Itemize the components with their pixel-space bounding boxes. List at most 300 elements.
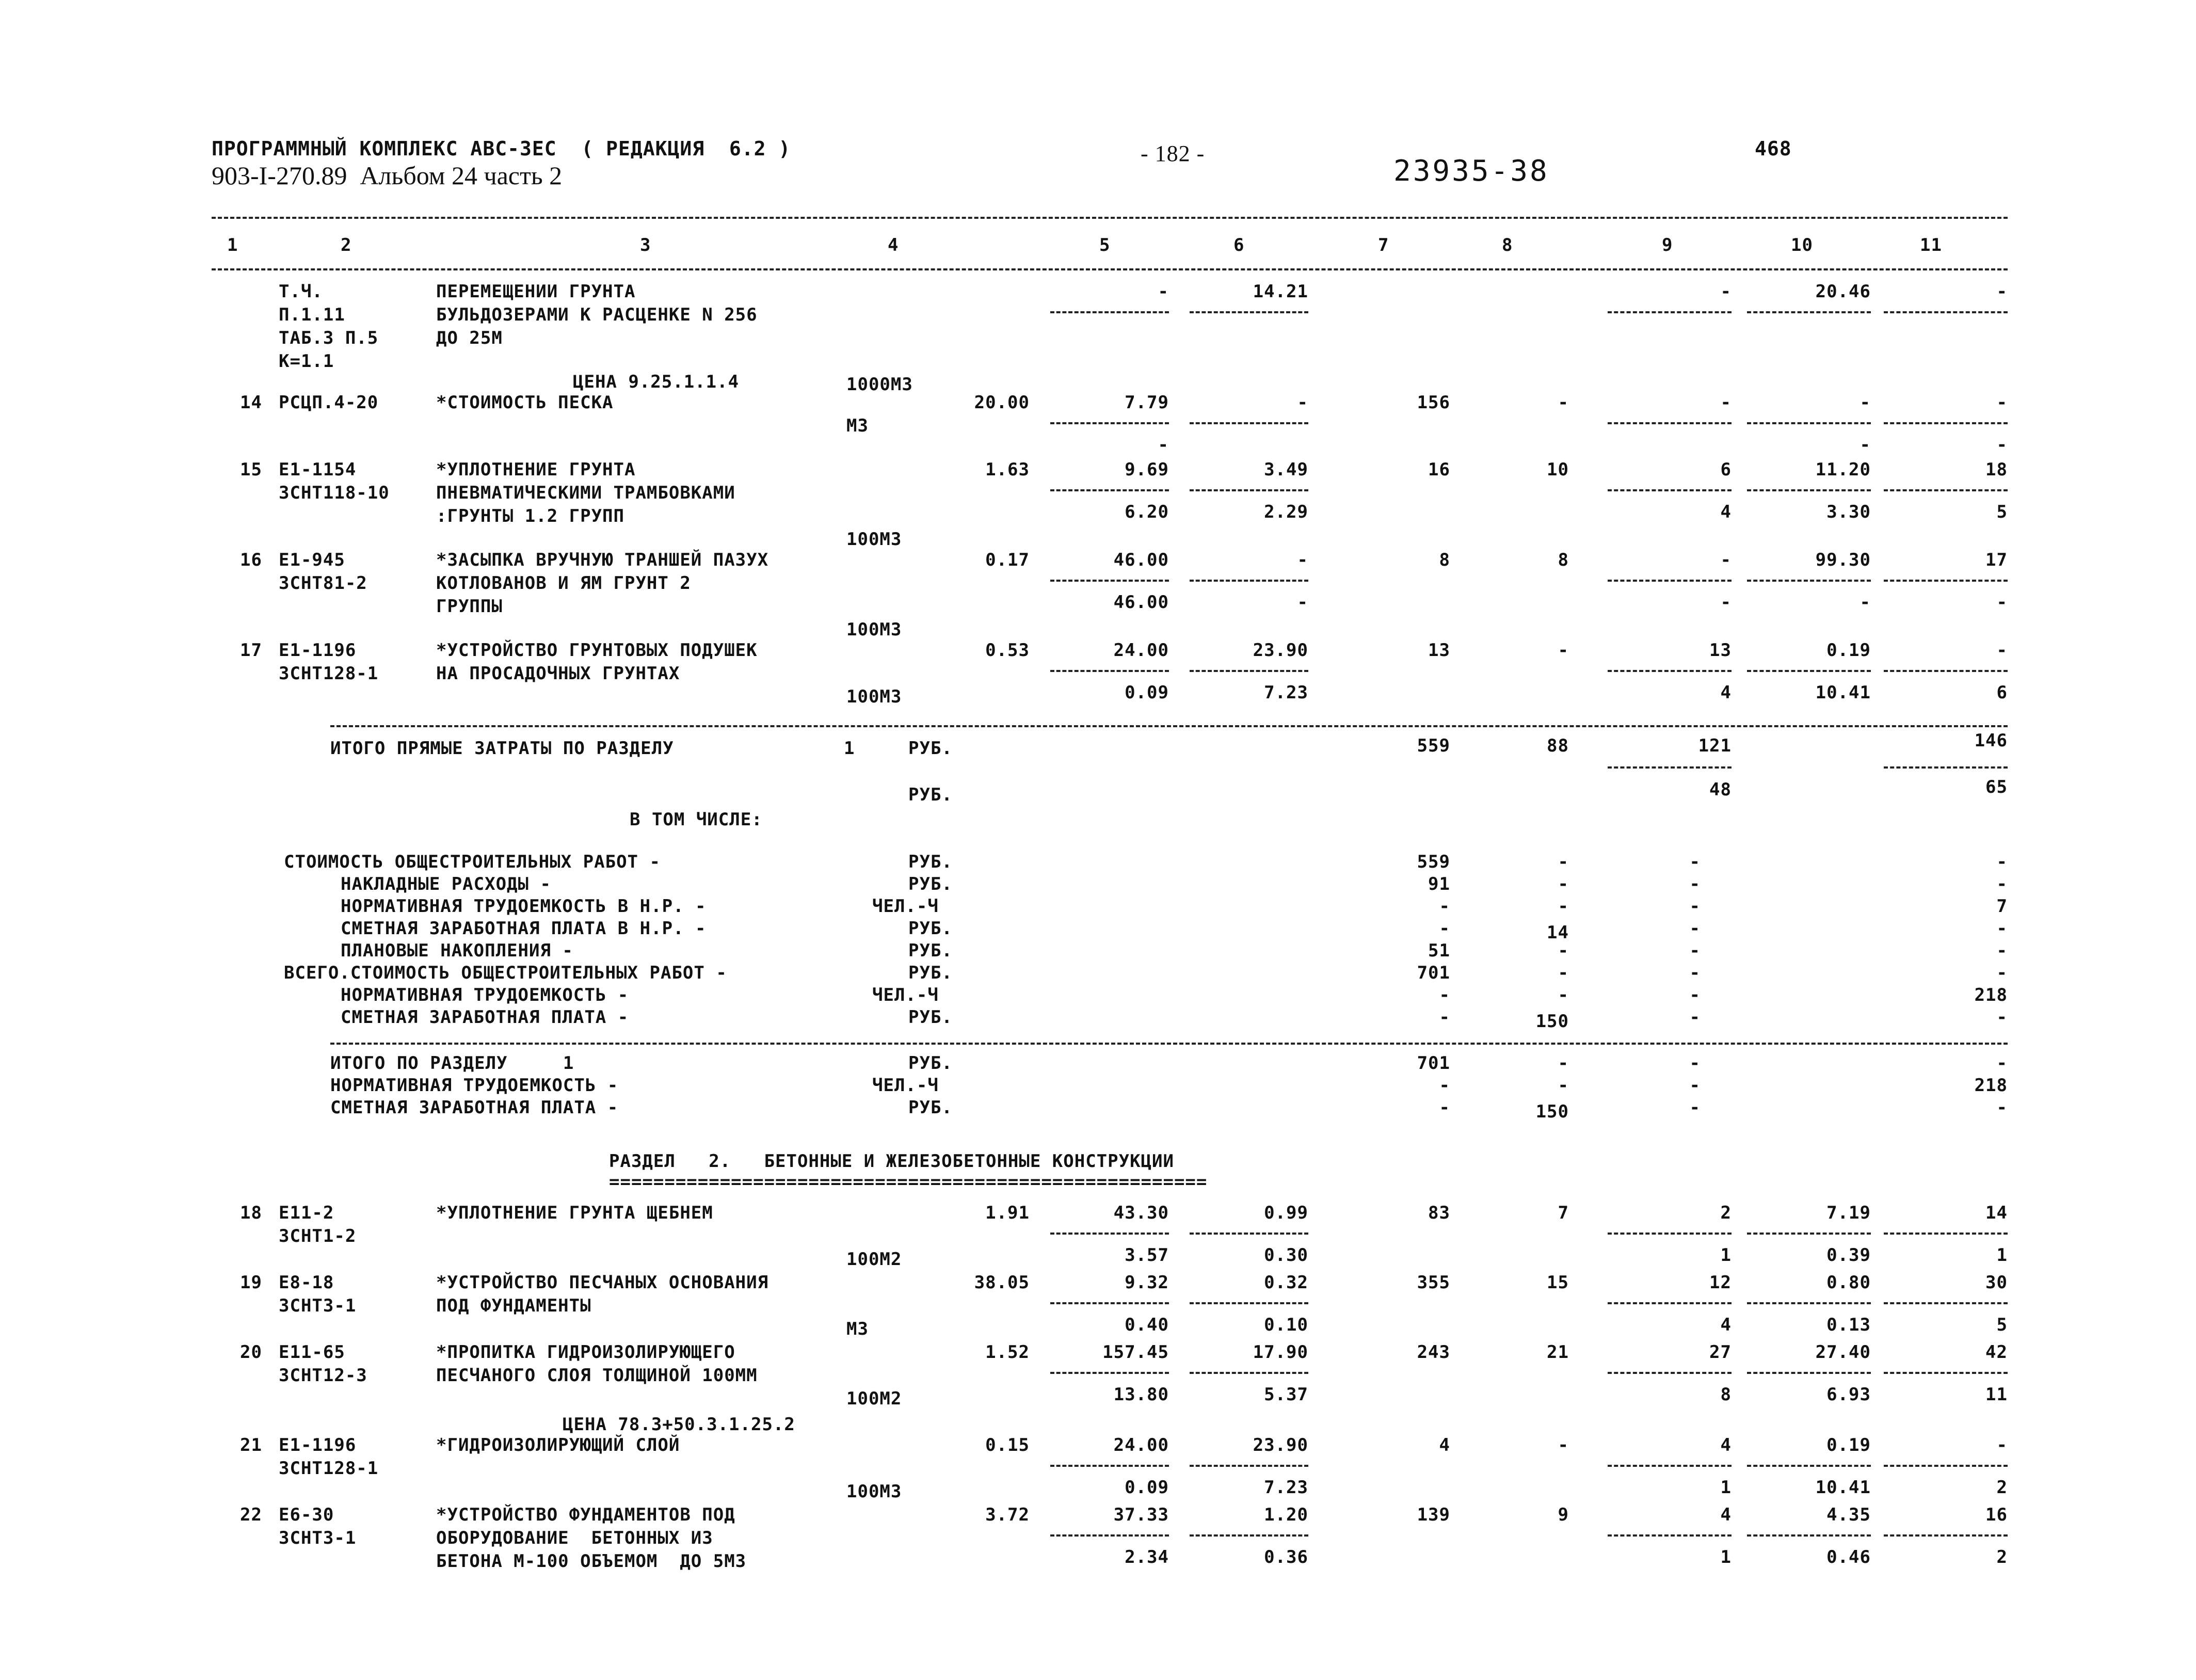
- c5a-value: 24.00: [1113, 640, 1169, 661]
- c11a-value: 30: [1985, 1272, 2008, 1293]
- cell-divider: [1190, 670, 1308, 672]
- c6a-value: 23.90: [1253, 640, 1308, 661]
- breakdown-col11: 7: [1996, 896, 2008, 917]
- including-label: В ТОМ ЧИСЛЕ:: [630, 809, 763, 830]
- breakdown-label: СТОИМОСТЬ ОБЩЕСТРОИТЕЛЬНЫХ РАБОТ -: [284, 852, 661, 872]
- breakdown-col9: -: [1689, 896, 1701, 917]
- c11b-value: 5: [1996, 502, 2008, 522]
- cell-divider: [1608, 1372, 1732, 1374]
- row-description: ПЕРЕМЕЩЕНИИ ГРУНТА: [436, 281, 636, 302]
- cell-divider: [1747, 422, 1871, 424]
- row-description: :ГРУНТЫ 1.2 ГРУПП: [436, 506, 624, 526]
- c8-value: 9: [1558, 1505, 1569, 1525]
- c10b-value: 0.13: [1826, 1315, 1871, 1335]
- breakdown-unit: РУБ.: [908, 940, 953, 961]
- row-code: Е8-18: [279, 1272, 334, 1293]
- totals-col9: 121: [1698, 735, 1732, 756]
- breakdown-label: ПЛАНОВЫЕ НАКОПЛЕНИЯ -: [341, 940, 573, 961]
- section-2-underline: ======================================================: [609, 1172, 1208, 1192]
- c6a-value: 17.90: [1253, 1342, 1308, 1363]
- breakdown-col11: -: [1996, 874, 2008, 894]
- row-unit: 1000М3: [846, 374, 913, 395]
- breakdown-label: СМЕТНАЯ ЗАРАБОТНАЯ ПЛАТА В Н.Р. -: [341, 918, 707, 939]
- row-number: 22: [240, 1505, 262, 1525]
- cell-divider: [1190, 1233, 1308, 1235]
- cell-divider: [1190, 1534, 1308, 1537]
- breakdown-col8: -: [1558, 896, 1569, 917]
- cell-divider: [1608, 1465, 1732, 1467]
- cell-divider: [1884, 1372, 2008, 1374]
- album-line: 903-I-270.89 Альбом 24 часть 2: [212, 161, 563, 190]
- c5a-value: 9.32: [1125, 1272, 1169, 1293]
- row-code: Е6-30: [279, 1505, 334, 1525]
- breakdown-label: НАКЛАДНЫЕ РАСХОДЫ -: [341, 874, 551, 894]
- cell-divider: [1050, 1534, 1169, 1537]
- cell-divider: [1884, 422, 2008, 424]
- row-code: Е1-1154: [279, 459, 357, 480]
- c5a-value: 37.33: [1113, 1505, 1169, 1525]
- section-totals-rule: [330, 1043, 2008, 1045]
- c11b-value: 2: [1996, 1547, 2008, 1567]
- c5b-value: 0.09: [1125, 1477, 1169, 1498]
- c5a-value: 24.00: [1113, 1435, 1169, 1455]
- breakdown-col8: -: [1558, 940, 1569, 961]
- totals-col11: 146: [1974, 730, 2008, 751]
- c11b-value: 11: [1985, 1384, 2008, 1405]
- cell-divider: [1050, 1465, 1169, 1467]
- cell-divider: [1190, 422, 1308, 424]
- breakdown-col8: 14: [1547, 922, 1569, 943]
- totals-unit: РУБ.: [908, 738, 953, 759]
- c6a-value: 23.90: [1253, 1435, 1308, 1455]
- breakdown-col7: 51: [1428, 940, 1450, 961]
- c9b-value: 1: [1720, 1547, 1732, 1567]
- c5a-value: 46.00: [1113, 550, 1169, 570]
- row-number: 14: [240, 392, 262, 413]
- column-header: 5: [1099, 235, 1111, 255]
- section-total-col7: 701: [1417, 1053, 1450, 1074]
- breakdown-col9: -: [1689, 918, 1701, 939]
- section-2-title: РАЗДЕЛ 2. БЕТОННЫЕ И ЖЕЛЕЗОБЕТОННЫЕ КОНСТРУКЦИИ: [609, 1151, 1174, 1172]
- cell-divider: [1608, 580, 1732, 582]
- c6a-value: 3.49: [1264, 459, 1308, 480]
- c6a-value: 1.20: [1264, 1505, 1308, 1525]
- cell-divider: [1884, 1302, 2008, 1304]
- cell-divider: [1050, 422, 1169, 424]
- row-code: Е1-1196: [279, 640, 357, 661]
- column-header: 8: [1502, 235, 1513, 255]
- cell-divider: [1747, 580, 1871, 582]
- row-description: *УСТРОЙСТВО ФУНДАМЕНТОВ ПОД: [436, 1505, 735, 1525]
- c11b-value: 6: [1996, 682, 2008, 703]
- c6b-value: 0.30: [1264, 1245, 1308, 1266]
- cell-divider: [1050, 1372, 1169, 1374]
- cell-divider: [1050, 1302, 1169, 1304]
- breakdown-col8: -: [1558, 963, 1569, 983]
- breakdown-col11: -: [1996, 963, 2008, 983]
- c6a-value: -: [1297, 550, 1308, 570]
- col4-value: 38.05: [974, 1272, 1030, 1293]
- c8-value: -: [1558, 392, 1569, 413]
- row-description: *УПЛОТНЕНИЕ ГРУНТА ЩЕБНЕМ: [436, 1203, 713, 1223]
- row-description: БЕТОНА М-100 ОБЪЕМОМ ДО 5М3: [436, 1551, 747, 1572]
- breakdown-label: НОРМАТИВНАЯ ТРУДОЕМКОСТЬ В Н.Р. -: [341, 896, 707, 917]
- c9a-value: 6: [1720, 459, 1732, 480]
- breakdown-col7: -: [1439, 918, 1450, 939]
- section-total-label: ИТОГО ПО РАЗДЕЛУ 1: [330, 1053, 574, 1074]
- column-header: 2: [341, 235, 352, 255]
- page-number: - 182 -: [1141, 141, 1205, 166]
- cell-divider: [1190, 311, 1308, 313]
- c10b-value: -: [1860, 435, 1871, 455]
- price-note: ЦЕНА 78.3+50.3.1.25.2: [563, 1414, 795, 1435]
- c5b-value: 3.57: [1125, 1245, 1169, 1266]
- cell-divider: [1747, 1534, 1871, 1537]
- cell-divider: [1050, 1233, 1169, 1235]
- row-number: 16: [240, 550, 262, 570]
- breakdown-col7: 559: [1417, 852, 1450, 872]
- c11a-value: 17: [1985, 550, 2008, 570]
- header-rule-bottom: [212, 268, 2008, 270]
- row-number: 18: [240, 1203, 262, 1223]
- col4-value: 20.00: [974, 392, 1030, 413]
- breakdown-unit: РУБ.: [908, 963, 953, 983]
- section-total-col9: -: [1689, 1053, 1701, 1074]
- cell-divider: [1747, 1372, 1871, 1374]
- row-unit: М3: [846, 1319, 869, 1339]
- row-description: ПОД ФУНДАМЕНТЫ: [436, 1295, 591, 1316]
- column-header: 4: [888, 235, 899, 255]
- c10b-value: 6.93: [1826, 1384, 1871, 1405]
- totals-col11b: 65: [1985, 777, 2008, 797]
- c11a-value: 16: [1985, 1505, 2008, 1525]
- row-description: ОБОРУДОВАНИЕ БЕТОННЫХ ИЗ: [436, 1528, 713, 1548]
- breakdown-unit: ЧЕЛ.-Ч: [872, 985, 939, 1005]
- breakdown-col7: -: [1439, 985, 1450, 1005]
- c6b-value: 7.23: [1264, 1477, 1308, 1498]
- c8-value: 7: [1558, 1203, 1569, 1223]
- totals-col9b: 48: [1709, 779, 1732, 800]
- column-header: 9: [1662, 235, 1673, 255]
- section-total-col8: 150: [1535, 1101, 1569, 1122]
- row-code: Е11-65: [279, 1342, 345, 1363]
- c5b-value: 13.80: [1113, 1384, 1169, 1405]
- c10a-value: 0.80: [1826, 1272, 1871, 1293]
- row-code: Е11-2: [279, 1203, 334, 1223]
- row-code: ЗСНТ3-1: [279, 1528, 357, 1548]
- c6a-value: 0.99: [1264, 1203, 1308, 1223]
- breakdown-label: НОРМАТИВНАЯ ТРУДОЕМКОСТЬ -: [341, 985, 629, 1005]
- c9a-value: 27: [1709, 1342, 1732, 1363]
- c9a-value: 2: [1720, 1203, 1732, 1223]
- totals-rule: [330, 725, 2008, 727]
- cell-divider: [1747, 670, 1871, 672]
- row-code: Е1-945: [279, 550, 345, 570]
- row-description: ДО 25М: [436, 328, 503, 348]
- col4-value: 1.63: [985, 459, 1030, 480]
- column-header: 7: [1378, 235, 1389, 255]
- cell-divider: [1190, 1372, 1308, 1374]
- c9a-value: 13: [1709, 640, 1732, 661]
- row-description: *УПЛОТНЕНИЕ ГРУНТА: [436, 459, 636, 480]
- c5b-value: 6.20: [1125, 502, 1169, 522]
- row-code: ЗСНТ1-2: [279, 1226, 357, 1246]
- breakdown-col7: -: [1439, 896, 1450, 917]
- row-description: НА ПРОСАДОЧНЫХ ГРУНТАХ: [436, 663, 680, 684]
- section-total-col11: -: [1996, 1053, 2008, 1074]
- c7-value: 243: [1417, 1342, 1450, 1363]
- row-code: РСЦП.4-20: [279, 392, 379, 413]
- c8-value: -: [1558, 1435, 1569, 1455]
- c6b-value: 5.37: [1264, 1384, 1308, 1405]
- c10a-value: 20.46: [1815, 281, 1871, 302]
- cell-divider: [1884, 489, 2008, 491]
- c10a-value: 11.20: [1815, 459, 1871, 480]
- cell-divider: [1190, 1465, 1308, 1467]
- column-header: 3: [640, 235, 651, 255]
- cell-divider: [1747, 311, 1871, 313]
- row-description: ПЕСЧАНОГО СЛОЯ ТОЛЩИНОЙ 100ММ: [436, 1365, 758, 1386]
- breakdown-col9: -: [1689, 985, 1701, 1005]
- cell-divider: [1190, 489, 1308, 491]
- section-total-col8: -: [1558, 1075, 1569, 1096]
- c11a-value: -: [1996, 1435, 2008, 1455]
- c10b-value: 0.39: [1826, 1245, 1871, 1266]
- cell-divider: [1608, 1534, 1732, 1537]
- c9a-value: 4: [1720, 1435, 1732, 1455]
- c5a-value: 157.45: [1102, 1342, 1169, 1363]
- cell-divider: [1608, 489, 1732, 491]
- c6b-value: 0.10: [1264, 1315, 1308, 1335]
- section-total-col7: -: [1439, 1075, 1450, 1096]
- c5b-value: 0.09: [1125, 682, 1169, 703]
- c5b-value: -: [1158, 435, 1169, 455]
- cell-divider: [1050, 580, 1169, 582]
- section-total-col7: -: [1439, 1097, 1450, 1118]
- cell-divider: [1747, 1302, 1871, 1304]
- c10b-value: 0.46: [1826, 1547, 1871, 1567]
- section-total-unit: ЧЕЛ.-Ч: [872, 1075, 939, 1096]
- c10a-value: 4.35: [1826, 1505, 1871, 1525]
- totals-col7: 559: [1417, 735, 1450, 756]
- row-number: 15: [240, 459, 262, 480]
- breakdown-col8: -: [1558, 874, 1569, 894]
- c5b-value: 0.40: [1125, 1315, 1169, 1335]
- cell-divider: [1608, 1233, 1732, 1235]
- row-unit: 100М3: [846, 529, 902, 550]
- section-total-label: СМЕТНАЯ ЗАРАБОТНАЯ ПЛАТА -: [330, 1097, 619, 1118]
- c9b-value: 8: [1720, 1384, 1732, 1405]
- breakdown-col7: 701: [1417, 963, 1450, 983]
- c5b-value: 2.34: [1125, 1547, 1169, 1567]
- breakdown-unit: РУБ.: [908, 852, 953, 872]
- section-total-col11: 218: [1974, 1075, 2008, 1096]
- cell-divider: [1190, 580, 1308, 582]
- column-header: 6: [1233, 235, 1245, 255]
- breakdown-col9: -: [1689, 940, 1701, 961]
- row-unit: 100М2: [846, 1249, 902, 1270]
- row-unit: М3: [846, 415, 869, 436]
- row-unit: 100М2: [846, 1388, 902, 1409]
- c9b-value: -: [1720, 592, 1732, 613]
- col4-value: 0.17: [985, 550, 1030, 570]
- breakdown-col11: -: [1996, 1007, 2008, 1028]
- row-description: *ЗАСЫПКА ВРУЧНУЮ ТРАНШЕЙ ПАЗУХ: [436, 550, 769, 570]
- c8-value: 21: [1547, 1342, 1569, 1363]
- c5a-value: 7.79: [1125, 392, 1169, 413]
- breakdown-col11: 218: [1974, 985, 2008, 1005]
- breakdown-col8: -: [1558, 985, 1569, 1005]
- row-description: *ПРОПИТКА ГИДРОИЗОЛИРУЮЩЕГО: [436, 1342, 735, 1363]
- row-description: БУЛЬДОЗЕРАМИ К РАСЦЕНКЕ N 256: [436, 305, 758, 325]
- c9b-value: 1: [1720, 1477, 1732, 1498]
- cell-divider: [1884, 1534, 2008, 1537]
- row-description: ПНЕВМАТИЧЕСКИМИ ТРАМБОВКАМИ: [436, 483, 735, 503]
- row-description: *УСТРОЙСТВО ПЕСЧАНЫХ ОСНОВАНИЯ: [436, 1272, 769, 1293]
- cell-divider: [1190, 1302, 1308, 1304]
- c8-value: -: [1558, 640, 1569, 661]
- c11b-value: 1: [1996, 1245, 2008, 1266]
- breakdown-col11: -: [1996, 918, 2008, 939]
- row-code: ЗСНТ128-1: [279, 663, 379, 684]
- c7-value: 4: [1439, 1435, 1450, 1455]
- breakdown-col7: -: [1439, 1007, 1450, 1028]
- breakdown-unit: РУБ.: [908, 874, 953, 894]
- cell-divider: [1747, 1233, 1871, 1235]
- breakdown-col8: -: [1558, 852, 1569, 872]
- breakdown-unit: РУБ.: [908, 1007, 953, 1028]
- breakdown-col7: 91: [1428, 874, 1450, 894]
- header-rule-top: [212, 217, 2008, 219]
- col4-value: 3.72: [985, 1505, 1030, 1525]
- c7-value: 156: [1417, 392, 1450, 413]
- row-code: Т.Ч.: [279, 281, 323, 302]
- c9b-value: 1: [1720, 1245, 1732, 1266]
- cell-divider: [1747, 1465, 1871, 1467]
- row-number: 19: [240, 1272, 262, 1293]
- row-code: ЗСНТ81-2: [279, 573, 367, 594]
- row-code: ТАБ.3 П.5: [279, 328, 379, 348]
- section-total-unit: РУБ.: [908, 1053, 953, 1074]
- row-code: Е1-1196: [279, 1435, 357, 1455]
- section-total-col9: -: [1689, 1075, 1701, 1096]
- c10a-value: 7.19: [1826, 1203, 1871, 1223]
- c7-value: 139: [1417, 1505, 1450, 1525]
- price-note: ЦЕНА 9.25.1.1.4: [573, 372, 740, 392]
- program-title: ПРОГРАММНЫЙ КОМПЛЕКС АВС-ЗЕС ( РЕДАКЦИЯ 6.2 ): [212, 137, 791, 160]
- col4-value: 0.15: [985, 1435, 1030, 1455]
- row-number: 17: [240, 640, 262, 661]
- row-unit: 100М3: [846, 1481, 902, 1502]
- column-header: 11: [1920, 235, 1942, 255]
- totals-label: ИТОГО ПРЯМЫЕ ЗАТРАТЫ ПО РАЗДЕЛУ: [330, 738, 674, 759]
- c9a-value: 12: [1709, 1272, 1732, 1293]
- c11a-value: -: [1996, 281, 2008, 302]
- section-total-label: НОРМАТИВНАЯ ТРУДОЕМКОСТЬ -: [330, 1075, 619, 1096]
- cell-divider: [1050, 670, 1169, 672]
- row-code: ЗСНТ128-1: [279, 1458, 379, 1479]
- totals-unit: РУБ.: [908, 785, 953, 805]
- cell-divider: [1884, 580, 2008, 582]
- c11b-value: -: [1996, 592, 2008, 613]
- c11b-value: 5: [1996, 1315, 2008, 1335]
- c10a-value: -: [1860, 392, 1871, 413]
- c10b-value: 10.41: [1815, 682, 1871, 703]
- row-description: ГРУППЫ: [436, 596, 503, 617]
- c7-value: 16: [1428, 459, 1450, 480]
- breakdown-col9: -: [1689, 963, 1701, 983]
- col4-value: 0.53: [985, 640, 1030, 661]
- col4-value: 1.91: [985, 1203, 1030, 1223]
- c9b-value: 4: [1720, 502, 1732, 522]
- c9a-value: -: [1720, 281, 1732, 302]
- c10a-value: 99.30: [1815, 550, 1871, 570]
- row-unit: 100М3: [846, 619, 902, 640]
- breakdown-col8: 150: [1535, 1011, 1569, 1032]
- row-description: *СТОИМОСТЬ ПЕСКА: [436, 392, 614, 413]
- c11a-value: 14: [1985, 1203, 2008, 1223]
- c8-value: 15: [1547, 1272, 1569, 1293]
- c7-value: 8: [1439, 550, 1450, 570]
- row-code: К=1.1: [279, 351, 334, 372]
- row-description: *ГИДРОИЗОЛИРУЮЩИЙ СЛОЙ: [436, 1435, 680, 1455]
- totals-col8: 88: [1547, 735, 1569, 756]
- row-unit: 100М3: [846, 686, 902, 707]
- c10b-value: 10.41: [1815, 1477, 1871, 1498]
- c6a-value: -: [1297, 392, 1308, 413]
- c11a-value: 18: [1985, 459, 2008, 480]
- cell-divider: [1884, 1233, 2008, 1235]
- breakdown-unit: ЧЕЛ.-Ч: [872, 896, 939, 917]
- cell-divider: [1608, 311, 1732, 313]
- breakdown-label: СМЕТНАЯ ЗАРАБОТНАЯ ПЛАТА -: [341, 1007, 629, 1028]
- section-total-col11: -: [1996, 1097, 2008, 1118]
- breakdown-label: ВСЕГО.СТОИМОСТЬ ОБЩЕСТРОИТЕЛЬНЫХ РАБОТ -: [284, 963, 727, 983]
- row-description: *УСТРОЙСТВО ГРУНТОВЫХ ПОДУШЕК: [436, 640, 758, 661]
- breakdown-col9: -: [1689, 1007, 1701, 1028]
- c6b-value: 7.23: [1264, 682, 1308, 703]
- c9a-value: 4: [1720, 1505, 1732, 1525]
- c10a-value: 0.19: [1826, 640, 1871, 661]
- c5a-value: 43.30: [1113, 1203, 1169, 1223]
- column-header: 1: [227, 235, 238, 255]
- row-code: ЗСНТ118-10: [279, 483, 390, 503]
- c8-value: 10: [1547, 459, 1569, 480]
- breakdown-col11: -: [1996, 852, 2008, 872]
- cell-divider: [1050, 489, 1169, 491]
- row-number: 20: [240, 1342, 262, 1363]
- cell-divider: [1608, 422, 1732, 424]
- sheet-number: 468: [1755, 137, 1792, 160]
- c11a-value: -: [1996, 392, 2008, 413]
- c9a-value: -: [1720, 550, 1732, 570]
- c5a-value: 9.69: [1125, 459, 1169, 480]
- column-header: 10: [1791, 235, 1813, 255]
- document-code: 23935-38: [1393, 154, 1549, 188]
- c7-value: 355: [1417, 1272, 1450, 1293]
- section-total-col8: -: [1558, 1053, 1569, 1074]
- row-code: П.1.11: [279, 305, 345, 325]
- breakdown-col9: -: [1689, 874, 1701, 894]
- breakdown-col11: -: [1996, 940, 2008, 961]
- cell-divider: [1884, 1465, 2008, 1467]
- cell-divider: [1608, 1302, 1732, 1304]
- c11b-value: -: [1996, 435, 2008, 455]
- breakdown-col9: -: [1689, 852, 1701, 872]
- c6a-value: 0.32: [1264, 1272, 1308, 1293]
- c11b-value: 2: [1996, 1477, 2008, 1498]
- c9b-value: 4: [1720, 1315, 1732, 1335]
